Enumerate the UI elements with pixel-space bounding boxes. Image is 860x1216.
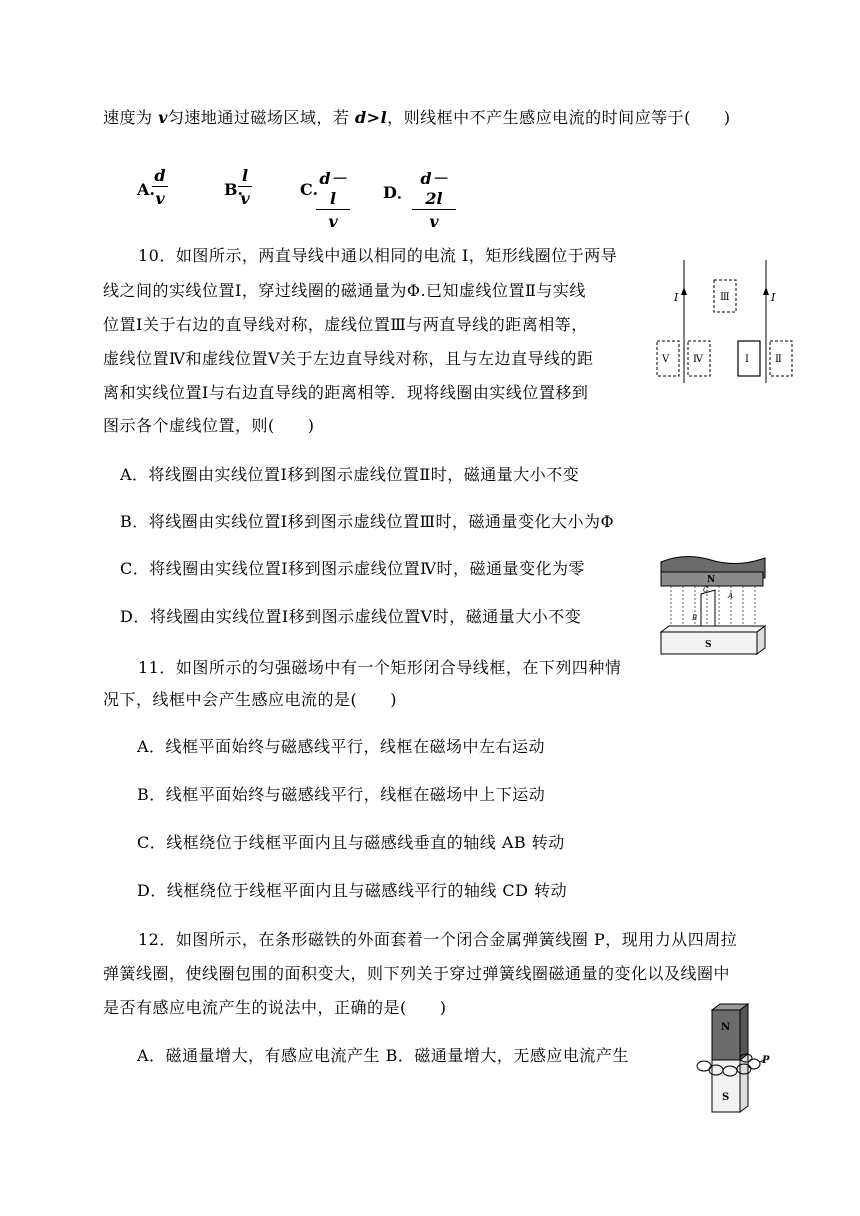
right-current-label: I: [771, 291, 776, 304]
position-1-box: [738, 341, 760, 376]
q12-stem-line: 弹簧线圈，使线圈包围的面积变大，则下列关于穿过弹簧线圈磁通量的变化以及线圈中: [103, 964, 731, 983]
numerator: d－2l: [412, 166, 456, 210]
q10-option-c[interactable]: C．将线圈由实线位置Ⅰ移到图示虚线位置Ⅳ时，磁通量变化为零: [120, 559, 586, 578]
q12-stem-line: 12．如图所示，在条形磁铁的外面套着一个闭合金属弹簧线圈 P，现用力从四周拉: [138, 930, 738, 949]
q10-option-d[interactable]: D．将线圈由实线位置Ⅰ移到图示虚线位置Ⅴ时，磁通量大小不变: [120, 607, 582, 626]
q9-option-d-label: D．: [383, 183, 413, 202]
south-pole-top: [661, 626, 765, 632]
q12-options[interactable]: A．磁通量增大，有感应电流产生 B．磁通量增大，无感应电流产生: [137, 1046, 629, 1065]
north-label: N: [707, 575, 716, 585]
q9-option-a-label: A.: [137, 180, 155, 199]
q10-wires-figure: [650, 255, 800, 385]
q9-var-v: v: [158, 108, 168, 127]
q9-condition: d>l: [354, 108, 388, 127]
right-arrow-icon: [763, 287, 769, 295]
q10-stem-line: 图示各个虚线位置，则( ): [103, 416, 315, 435]
q9-option-c-fraction: [316, 166, 350, 231]
q11-option-c[interactable]: C．线框绕位于线框平面内且与磁感线垂直的轴线 AB 转动: [137, 833, 565, 852]
q10-stem-line: 虚线位置Ⅳ和虚线位置Ⅴ关于左边直导线对称，且与左边直导线的距: [103, 349, 594, 368]
q10-stem-line: 位置Ⅰ关于右边的直导线对称，虚线位置Ⅲ与两直导线的距离相等，: [103, 315, 588, 334]
q12-stem-line: 是否有感应电流产生的说法中，正确的是( ): [103, 998, 447, 1017]
magnet-north: [712, 1010, 740, 1060]
south-label: S: [705, 640, 712, 650]
field-lines: [671, 586, 755, 632]
magnet-side-north: [740, 1004, 748, 1060]
q10-option-b[interactable]: B．将线圈由实线位置Ⅰ移到图示虚线位置Ⅲ时，磁通量变化大小为Φ: [120, 512, 615, 531]
q9-option-d-fraction: [412, 166, 456, 231]
q11-magnet-figure: [655, 550, 773, 665]
q11-option-b[interactable]: B．线框平面始终与磁感线平行，线框在磁场中上下运动: [137, 785, 546, 804]
north-label: N: [721, 1022, 731, 1033]
position-2-label: Ⅱ: [775, 354, 782, 365]
q9-option-b-label: B.: [224, 180, 244, 199]
q10-stem-line: 线之间的实线位置Ⅰ，穿过线圈的磁通量为Φ.已知虚线位置Ⅱ与实线: [103, 281, 586, 300]
magnet-side-south: [740, 1054, 748, 1112]
numerator: l: [238, 166, 252, 187]
q9-stem-part: 速度为: [103, 108, 159, 127]
denominator: v: [328, 212, 338, 231]
q9-option-b-fraction: [238, 166, 252, 208]
left-arrow-icon: [681, 287, 687, 295]
denominator: v: [155, 189, 165, 208]
denominator: v: [429, 212, 439, 231]
q11-stem-line: 11．如图所示的匀强磁场中有一个矩形闭合导线框，在下列四种情: [138, 658, 622, 677]
q10-stem-line: 离和实线位置Ⅰ与右边直导线的距离相等．现将线圈由实线位置移到: [103, 383, 589, 402]
q10-option-a[interactable]: A．将线圈由实线位置Ⅰ移到图示虚线位置Ⅱ时，磁通量大小不变: [120, 465, 580, 484]
q12-coil-figure: [690, 1000, 780, 1120]
position-4-label: Ⅳ: [693, 354, 703, 365]
position-5-label: Ⅴ: [662, 354, 670, 365]
point-b-label: B: [692, 614, 698, 622]
denominator: v: [240, 189, 250, 208]
q9-stem: [103, 108, 731, 128]
position-3-label: Ⅲ: [720, 292, 730, 303]
point-a-label: A: [728, 592, 734, 600]
q9-option-a-fraction: [152, 166, 168, 208]
q9-stem-part: 匀速地通过磁场区域，若: [167, 108, 355, 127]
numerator: d－l: [316, 166, 350, 210]
q10-stem-line: 10．如图所示，两直导线中通以相同的电流 I，矩形线圈位于两导: [138, 246, 618, 265]
q11-option-d[interactable]: D．线框绕位于线框平面内且与磁感线平行的轴线 CD 转动: [137, 881, 568, 900]
q9-stem-part: ，则线框中不产生感应电流的时间应等于( ): [387, 108, 731, 127]
q9-option-c-label: C.: [300, 180, 319, 199]
q11-option-a[interactable]: A．线框平面始终与磁感线平行，线框在磁场中左右运动: [137, 737, 546, 756]
numerator: d: [152, 166, 168, 187]
point-c-label: C: [703, 586, 709, 594]
position-1-label: Ⅰ: [745, 354, 749, 365]
q11-stem-line: 况下，线框中会产生感应电流的是( ): [103, 690, 397, 709]
south-label: S: [722, 1092, 730, 1103]
left-current-label: I: [674, 291, 679, 304]
coil-label: P: [762, 1055, 770, 1066]
